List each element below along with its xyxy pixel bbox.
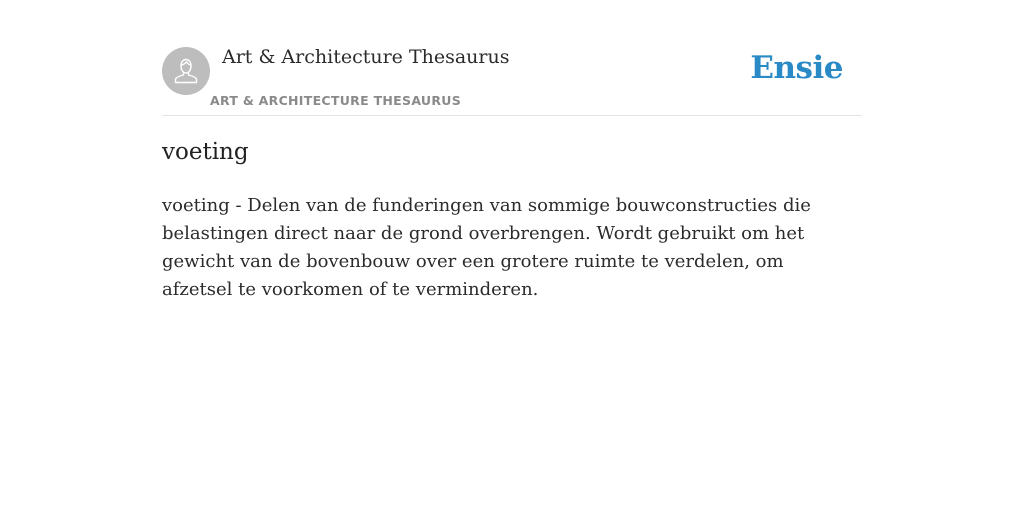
ensie-logo[interactable]: Ensie	[750, 50, 843, 86]
author-name-link[interactable]: Art & Architecture Thesaurus	[222, 46, 510, 68]
author-avatar[interactable]	[162, 47, 210, 95]
term-definition: voeting - Delen van de funderingen van sommige bouwconstructies die belastingen direct naar de grond overbrengen. Wordt gebruikt om het gewicht van de bovenbouw over een grotere ruimte te verdelen, om afzetsel te voorkomen of te verminderen.	[162, 195, 811, 300]
term-title: voeting	[162, 139, 249, 165]
page-header	[162, 40, 862, 116]
user-icon	[171, 56, 201, 86]
author-category-label: ART & ARCHITECTURE THESAURUS	[210, 93, 462, 108]
